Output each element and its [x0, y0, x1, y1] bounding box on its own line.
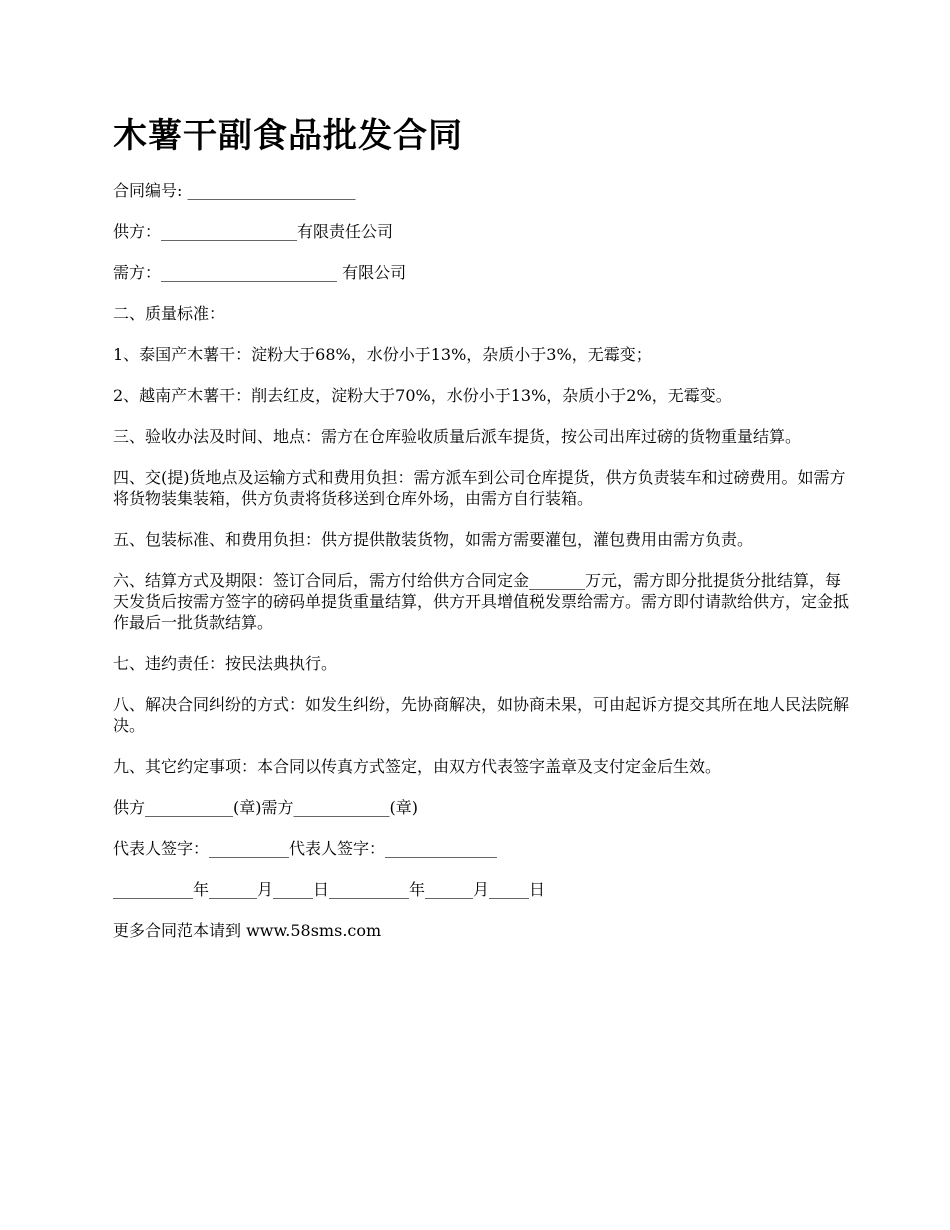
supplier-line: 供方：_________________有限责任公司 [113, 222, 394, 241]
packaging-clause: 五、包装标准、和费用负担：供方提供散装货物，如需方需要灌包，灌包费用由需方负责。 [113, 530, 754, 549]
contract-number-line: 合同编号: _____________________ [113, 181, 356, 200]
liability-clause: 七、违约责任：按民法典执行。 [113, 654, 338, 673]
buyer-line: 需方：______________________ 有限公司 [113, 263, 407, 282]
more-templates-footer: 更多合同范本请到 www.58sms.com [113, 921, 382, 940]
signature-line: 代表人签字：__________代表人签字：______________ [113, 839, 498, 858]
document-page [113, 112, 853, 961]
seal-line: 供方___________(章)需方____________(章) [113, 798, 418, 817]
dispute-clause: 八、解决合同纠纷的方式：如发生纠纷，先协商解决，如协商未果，可由起诉方提交其所在地人民法院解决。 [113, 695, 850, 735]
thai-cassava-spec: 1、泰国产木薯干：淀粉大于68%，水份小于13%，杂质小于3%，无霉变； [113, 345, 652, 364]
delivery-clause: 四、交(提)货地点及运输方式和费用负担：需方派车到公司仓库提货，供方负责装车和过磅费用。如需方将货物装集装箱，供方负责将货移送到仓库外场，由需方自行装箱。 [113, 468, 846, 508]
vietnam-cassava-spec: 2、越南产木薯干：削去红皮，淀粉大于70%，水份小于13%，杂质小于2%，无霉变。 [113, 386, 732, 405]
document-title: 木薯干副食品批发合同 [113, 116, 463, 156]
date-line: __________年______月_____日__________年______月_____日 [113, 880, 546, 899]
quality-standard-heading: 二、质量标准： [113, 304, 226, 323]
settlement-clause: 六、结算方式及期限：签订合同后，需方付给供方合同定金_______万元，需方即分批提货分批结算，每天发货后按需方签字的磅码单提货重量结算，供方开具增值税发票给需方。需方即付请款给供方，定金抵作最后一批货款结算。 [113, 571, 850, 632]
acceptance-clause: 三、验收办法及时间、地点：需方在仓库验收质量后派车提货，按公司出库过磅的货物重量结算。 [113, 427, 802, 446]
other-terms-clause: 九、其它约定事项：本合同以传真方式签定，由双方代表签字盖章及支付定金后生效。 [113, 757, 722, 776]
